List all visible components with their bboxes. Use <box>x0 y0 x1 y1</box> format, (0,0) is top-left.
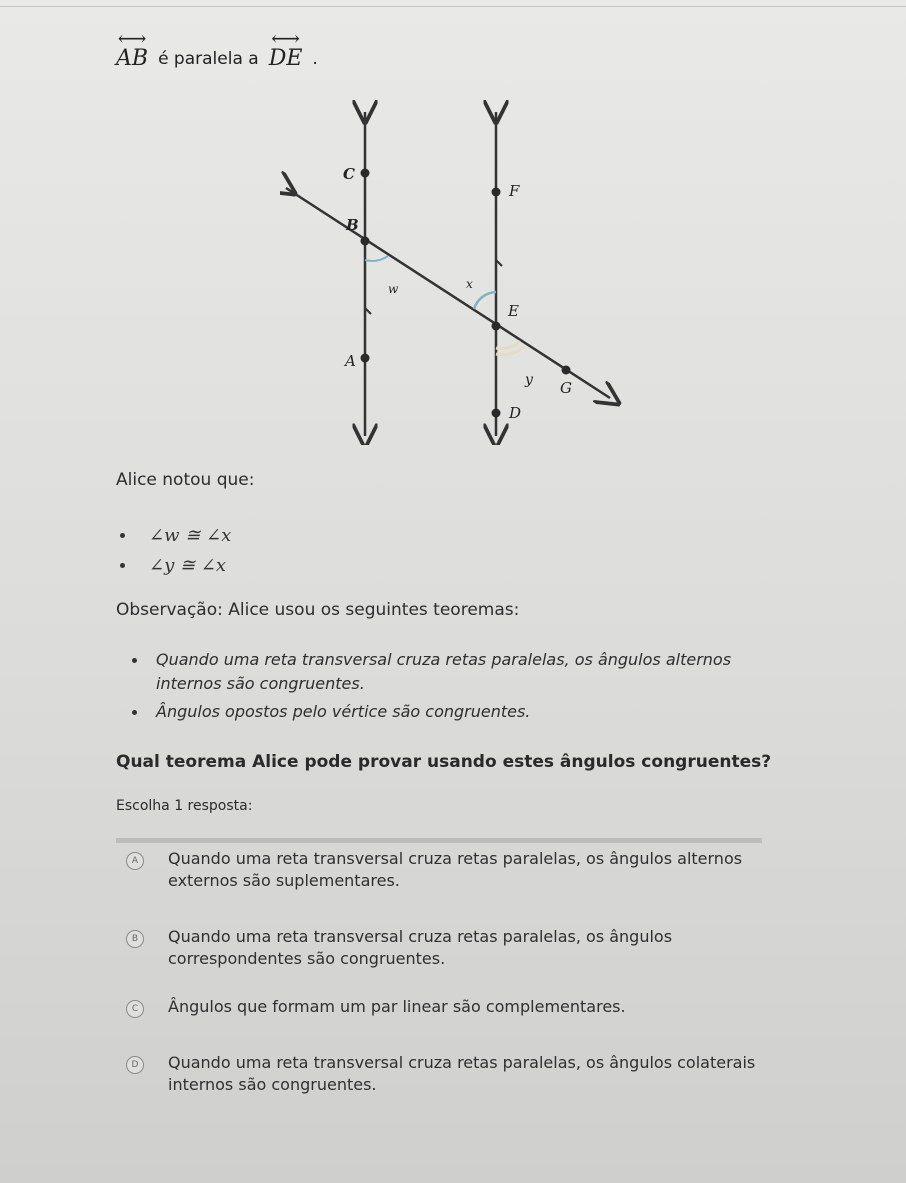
question-text: Qual teorema Alice pode provar usando estes ângulos congruentes? <box>116 752 772 772</box>
angle-w-arc <box>365 256 388 261</box>
bullet-icon <box>120 563 125 568</box>
transversal-line <box>286 188 610 398</box>
line-de-label: ⟷ DE <box>269 38 303 70</box>
end-punctuation: . <box>312 49 318 69</box>
option-radio-b[interactable]: B <box>126 930 144 948</box>
angle-x-arc <box>474 292 496 309</box>
option-b-text: Quando uma reta transversal cruza retas paralelas, os ângulos correspondentes são congruentes. <box>168 927 673 968</box>
congruence-item <box>120 520 231 550</box>
option-radio-d[interactable]: D <box>126 1056 144 1074</box>
option-d-text: Quando uma reta transversal cruza retas paralelas, os ângulos colaterais internos são congruentes. <box>168 1053 756 1094</box>
congruence-text: ∠y ≅ ∠x <box>149 554 227 576</box>
observation-text: Observação: Alice usou os seguintes teoremas: <box>116 600 520 620</box>
parallel-connector: é paralela a <box>158 49 259 69</box>
theorem-list <box>130 648 770 728</box>
label-x: x <box>466 277 473 291</box>
point-b <box>361 237 370 246</box>
options-divider <box>116 838 762 843</box>
point-a <box>361 354 370 363</box>
label-e: E <box>508 302 519 320</box>
theorem-item: Quando uma reta transversal cruza retas paralelas, os ângulos alternos internos são congruentes. <box>130 648 770 696</box>
option-d[interactable] <box>126 1052 766 1096</box>
label-g: G <box>560 379 572 397</box>
congruence-text: ∠w ≅ ∠x <box>149 524 232 546</box>
option-c[interactable] <box>126 996 766 1018</box>
congruence-list <box>120 520 231 580</box>
option-c-text: Ângulos que formam um par linear são complementares. <box>168 997 626 1016</box>
angle-y-arc <box>496 341 520 349</box>
label-c: C <box>343 165 355 183</box>
line-ab-label: ⟷ AB <box>116 38 148 70</box>
point-f <box>492 188 501 197</box>
problem-statement <box>116 38 318 70</box>
option-a-text: Quando uma reta transversal cruza retas paralelas, os ângulos alternos externos são suplementares. <box>168 849 743 890</box>
bullet-icon <box>120 533 125 538</box>
notes-intro: Alice notou que: <box>116 470 255 490</box>
option-radio-c[interactable]: C <box>126 1000 144 1018</box>
geometry-figure <box>280 100 640 445</box>
choose-label: Escolha 1 resposta: <box>116 798 253 814</box>
option-b[interactable] <box>126 926 766 970</box>
label-f: F <box>509 182 520 200</box>
label-w: w <box>388 282 399 296</box>
point-e <box>492 322 501 331</box>
point-d <box>492 409 501 418</box>
point-g <box>562 366 571 375</box>
theorem-item: Ângulos opostos pelo vértice são congruentes. <box>130 700 770 724</box>
label-d: D <box>509 404 522 422</box>
point-c <box>361 169 370 178</box>
top-divider <box>0 6 906 7</box>
option-radio-a[interactable]: A <box>126 852 144 870</box>
congruence-item <box>120 550 231 580</box>
label-b: B <box>346 216 359 234</box>
label-a: A <box>345 352 356 370</box>
label-y: y <box>525 372 533 388</box>
option-a[interactable] <box>126 848 766 892</box>
